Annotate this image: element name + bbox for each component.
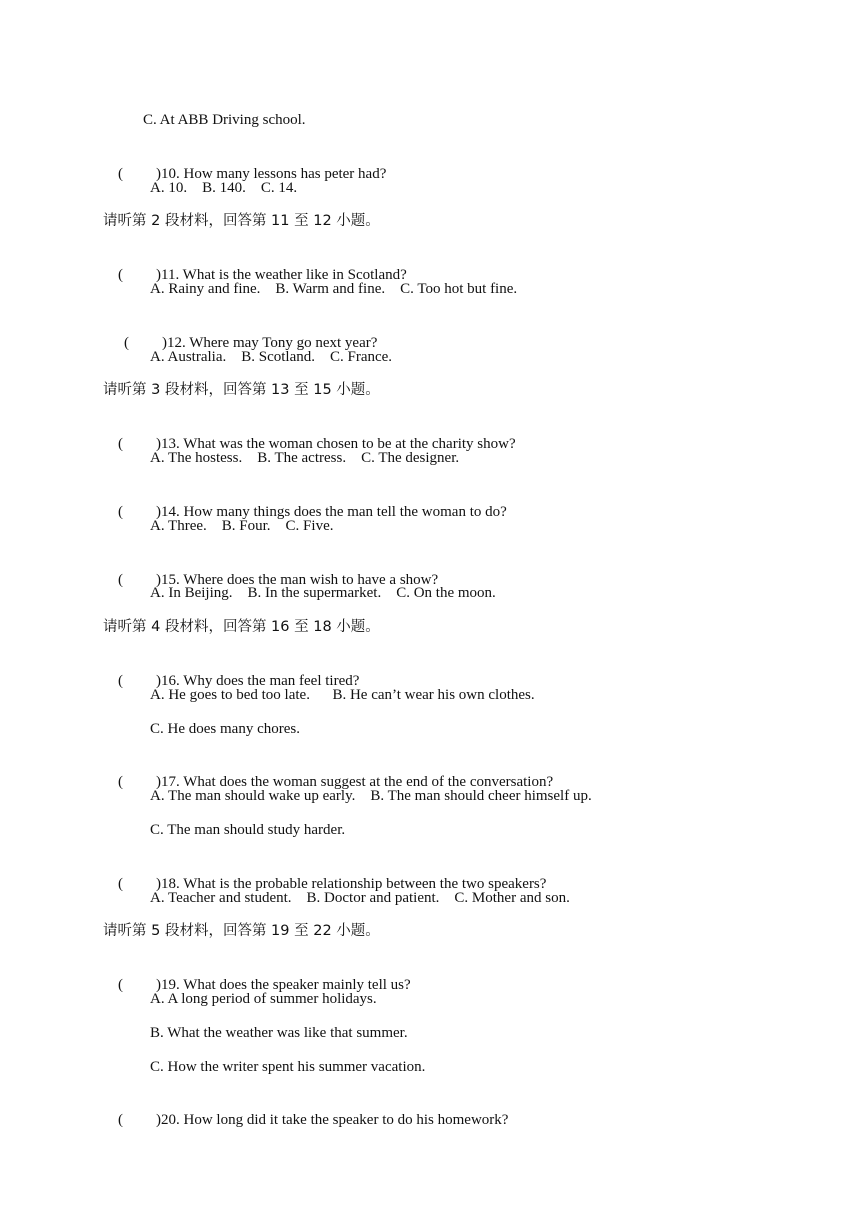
answer-blank: ( xyxy=(118,774,123,790)
option-line: A. The man should wake up early. B. The man should cheer himself up. xyxy=(150,788,592,804)
question-text: )15. Where does the man wish to have a show? xyxy=(156,572,439,588)
answer-blank: ( xyxy=(118,504,123,520)
section-heading: 请听第 5 段材料，回答第 19 至 22 小题。 xyxy=(103,923,380,939)
question-text: )17. What does the woman suggest at the end of the conversation? xyxy=(156,774,554,790)
option-line: C. He does many chores. xyxy=(150,721,300,737)
answer-blank: ( xyxy=(118,1112,123,1128)
question-text: )14. How many things does the man tell the woman to do? xyxy=(156,504,507,520)
option-line: A. Rainy and fine. B. Warm and fine. C. Too hot but fine. xyxy=(150,281,518,297)
answer-blank: ( xyxy=(118,876,123,892)
option-line: A. The hostess. B. The actress. C. The designer. xyxy=(150,450,460,466)
answer-blank: ( xyxy=(118,267,123,283)
option-line: A. A long period of summer holidays. xyxy=(150,991,377,1007)
section-heading: 请听第 3 段材料，回答第 13 至 15 小题。 xyxy=(103,382,380,398)
answer-blank: ( xyxy=(118,977,123,993)
question-text: )19. What does the speaker mainly tell us? xyxy=(156,977,411,993)
question-text: )13. What was the woman chosen to be at the charity show? xyxy=(156,436,516,452)
question-text: )18. What is the probable relationship between the two speakers? xyxy=(156,876,547,892)
answer-blank: ( xyxy=(118,166,123,182)
option-line: A. 10. B. 140. C. 14. xyxy=(150,180,298,196)
option-line: A. Australia. B. Scotland. C. France. xyxy=(150,349,393,365)
option-line: C. How the writer spent his summer vacation. xyxy=(150,1059,426,1075)
option-line: B. What the weather was like that summer. xyxy=(150,1025,408,1041)
question-20 xyxy=(103,1090,508,1150)
question-text: )10. How many lessons has peter had? xyxy=(156,166,387,182)
section-heading: 请听第 2 段材料，回答第 11 至 12 小题。 xyxy=(103,213,380,229)
option-line: C. At ABB Driving school. xyxy=(143,112,306,128)
option-line: A. Three. B. Four. C. Five. xyxy=(150,518,334,534)
question-text: )11. What is the weather like in Scotland? xyxy=(156,267,407,283)
question-text: )12. Where may Tony go next year? xyxy=(162,335,378,351)
option-line: A. Teacher and student. B. Doctor and patient. C. Mother and son. xyxy=(150,890,570,906)
option-line: A. In Beijing. B. In the supermarket. C. On the moon. xyxy=(150,585,496,601)
section-heading: 请听第 4 段材料，回答第 16 至 18 小题。 xyxy=(103,619,380,635)
answer-blank: ( xyxy=(124,335,129,351)
answer-blank: ( xyxy=(118,572,123,588)
question-text: )16. Why does the man feel tired? xyxy=(156,673,360,689)
answer-blank: ( xyxy=(118,436,123,452)
option-line: C. The man should study harder. xyxy=(150,822,346,838)
answer-blank: ( xyxy=(118,673,123,689)
option-line: A. He goes to bed too late. B. He can’t wear his own clothes. xyxy=(150,687,535,703)
question-text: )20. How long did it take the speaker to do his homework? xyxy=(156,1112,509,1128)
